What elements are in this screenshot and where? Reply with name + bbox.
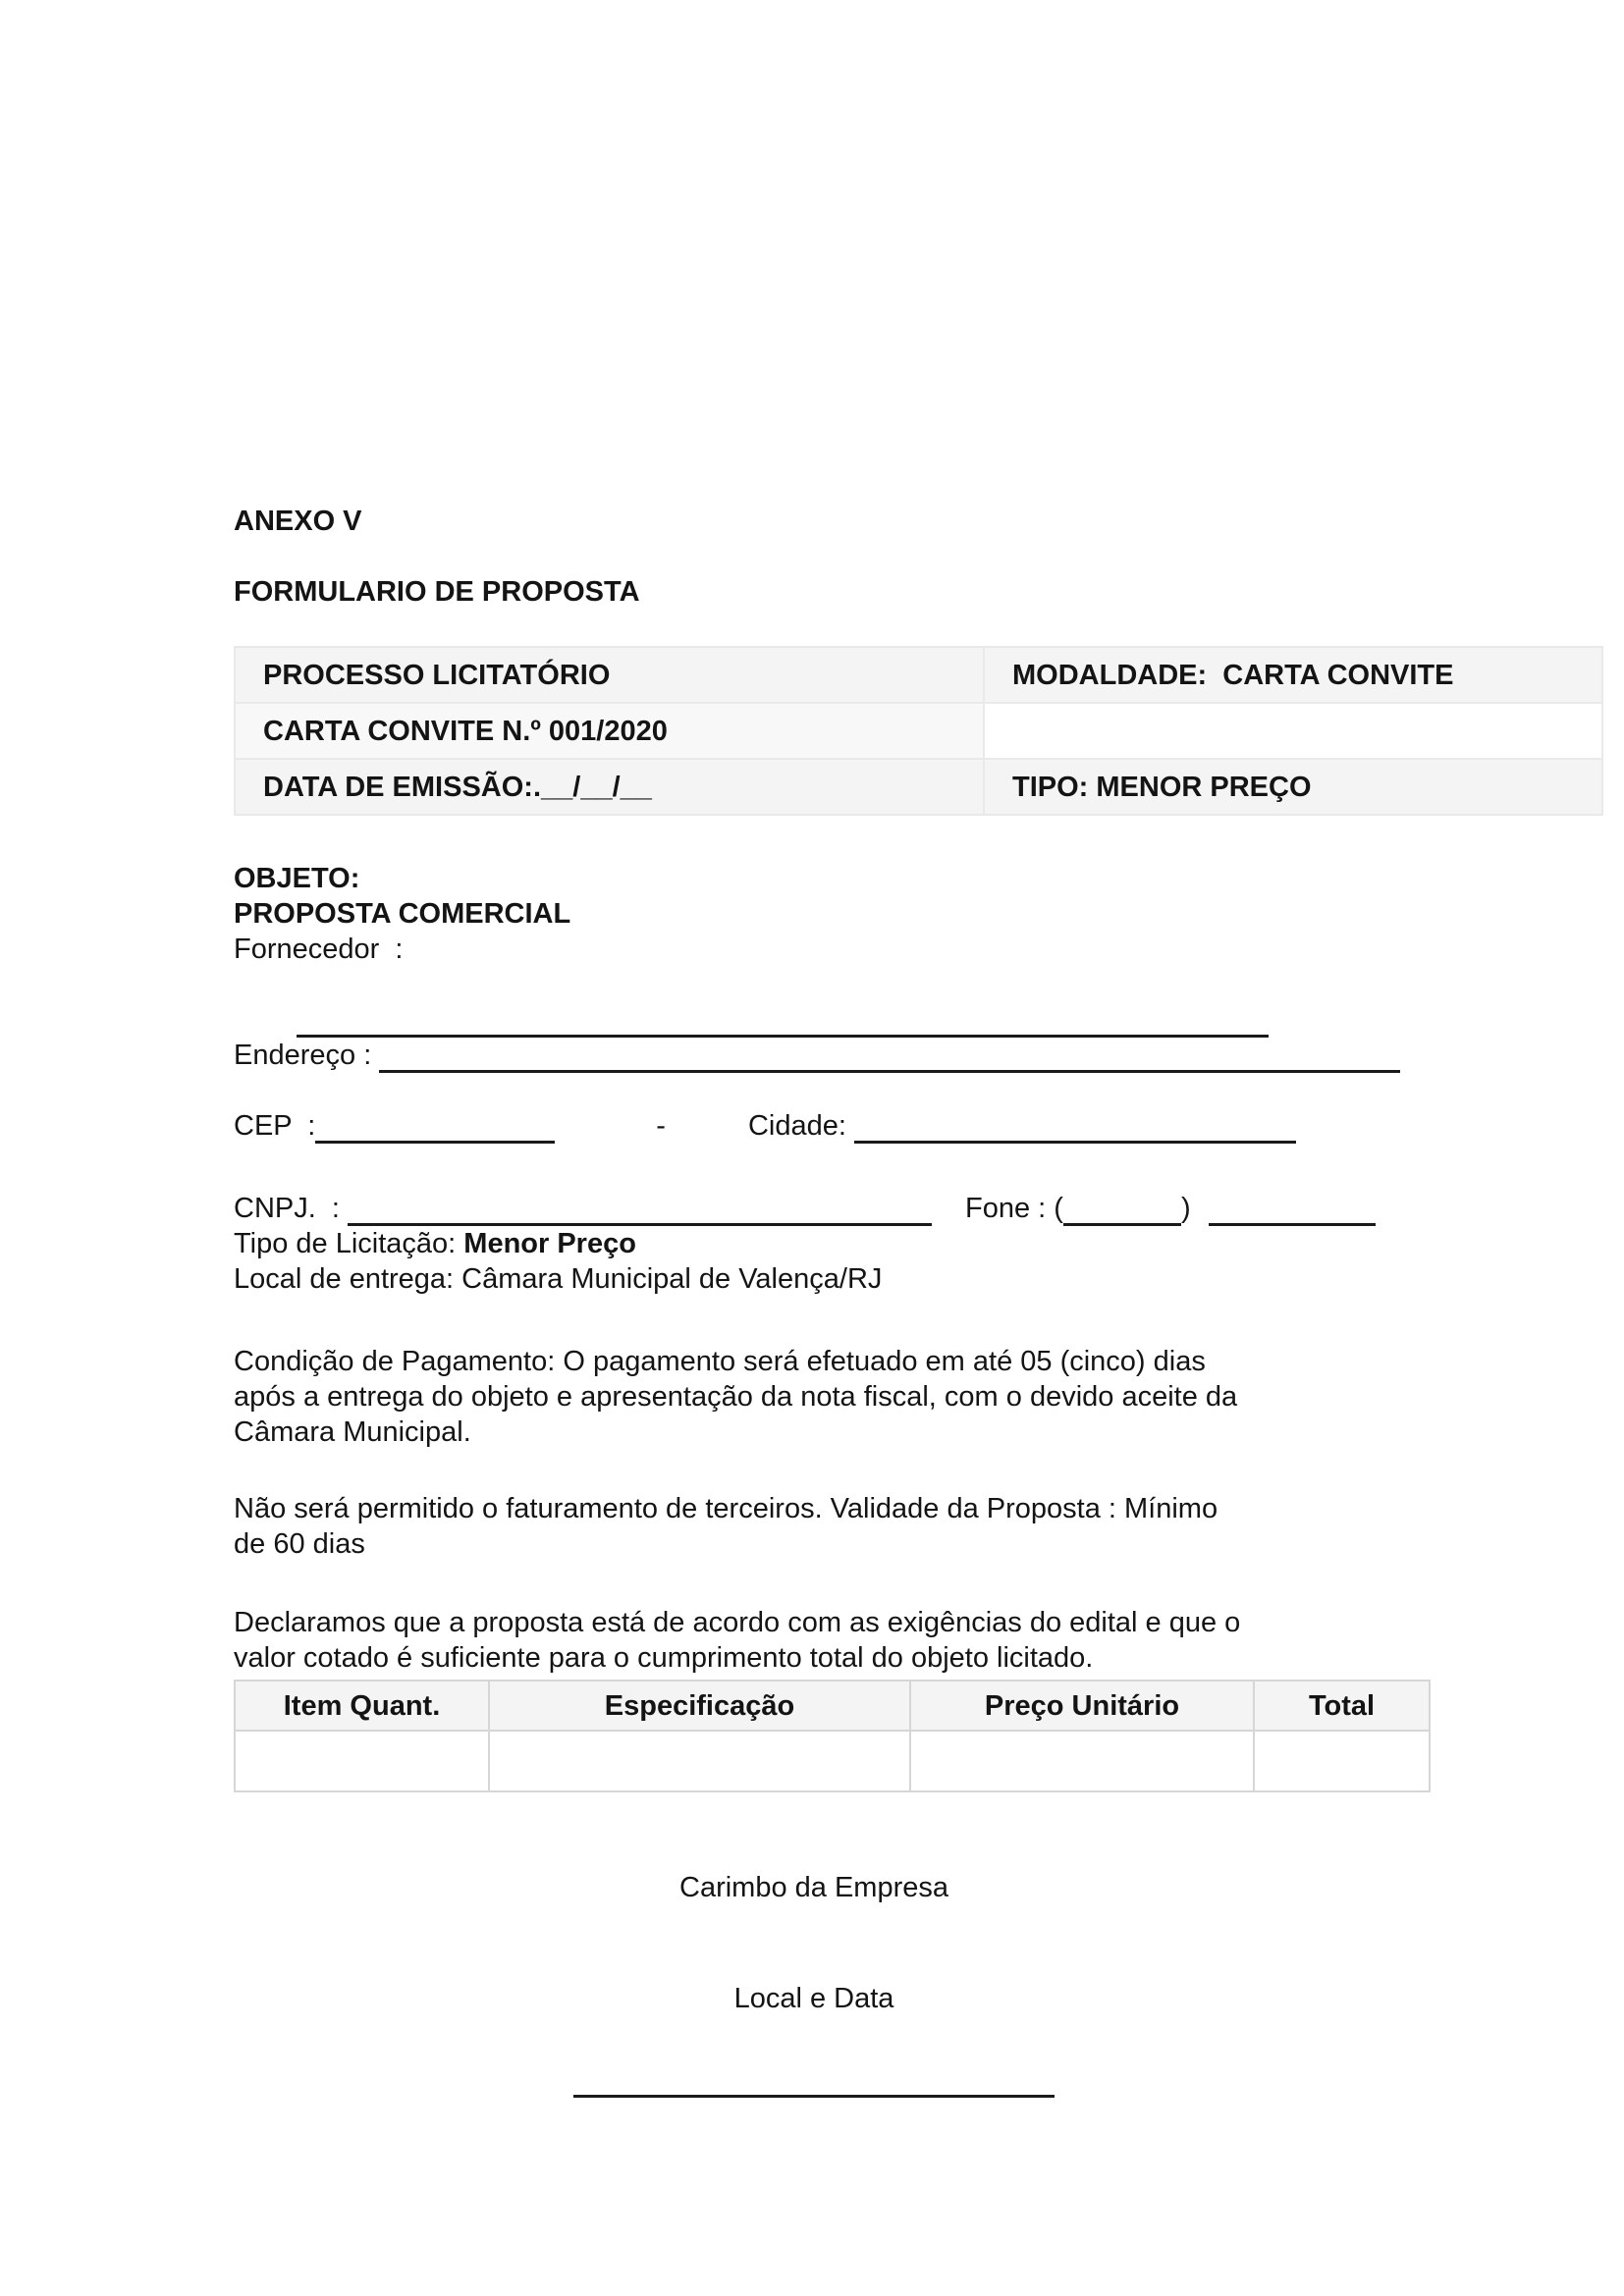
fone-close-paren: ) — [1180, 1193, 1199, 1224]
header-item-quant: Item Quant. — [235, 1681, 489, 1731]
cep-blank-line — [315, 1114, 555, 1144]
total-cell — [1254, 1731, 1430, 1791]
cep-cidade-dash: - — [656, 1110, 666, 1142]
empty-cell — [984, 703, 1602, 759]
paragraph-line: de 60 dias — [234, 1528, 365, 1560]
paragraph-line: Declaramos que a proposta está de acordo com as exigências do edital e que o — [234, 1607, 1241, 1638]
items-table-header-row — [235, 1681, 1430, 1731]
item-quant-cell — [235, 1731, 489, 1791]
fone-blank-line — [1209, 1197, 1376, 1226]
page-content — [234, 504, 1606, 2098]
declaracao-paragraph — [234, 1605, 1606, 1676]
object-section — [234, 861, 1606, 1002]
process-table-row — [235, 759, 1602, 815]
endereco-blank-line — [379, 1043, 1400, 1073]
fornecedor-label: Fornecedor : — [234, 934, 404, 965]
endereco-row — [234, 1038, 1606, 1073]
signature-line-row — [234, 2062, 1394, 2098]
modalidade-cell: MODALDADE: CARTA CONVITE — [984, 647, 1602, 703]
items-table-empty-row — [235, 1731, 1430, 1791]
carta-convite-cell: CARTA CONVITE N.º 001/2020 — [235, 703, 984, 759]
endereco-label: Endereço : — [234, 1040, 380, 1071]
paragraph-line: Condição de Pagamento: O pagamento será efetuado em até 05 (cinco) dias — [234, 1346, 1206, 1377]
header-total: Total — [1254, 1681, 1430, 1731]
local-entrega-text: Local de entrega: Câmara Municipal de Valença/RJ — [234, 1263, 883, 1295]
fone-ddd-blank-line — [1063, 1197, 1181, 1226]
cidade-label: Cidade: — [747, 1110, 854, 1142]
paragraph-line: Câmara Municipal. — [234, 1416, 471, 1448]
cep-cidade-row — [234, 1108, 1606, 1144]
data-emissao-cell: DATA DE EMISSÃO:.__/__/__ — [235, 759, 984, 815]
signature-blank-line — [573, 2068, 1055, 2098]
tipo-licitacao-label: Tipo de Licitação: — [234, 1228, 464, 1259]
tipo-cell: TIPO: MENOR PREÇO — [984, 759, 1602, 815]
cnpj-label: CNPJ. : — [234, 1193, 349, 1224]
process-info-table — [234, 646, 1603, 816]
faturamento-paragraph — [234, 1491, 1606, 1562]
process-table-row — [235, 647, 1602, 703]
anexo-title: ANEXO V — [234, 506, 362, 537]
especificacao-cell — [489, 1731, 910, 1791]
paragraph-line: Não será permitido o faturamento de terceiros. Validade da Proposta : Mínimo — [234, 1493, 1218, 1524]
header-especificacao: Especificação — [489, 1681, 910, 1731]
pagamento-paragraph — [234, 1344, 1606, 1450]
fone-label: Fone : ( — [965, 1193, 1063, 1224]
paragraph-line: valor cotado é suficiente para o cumprimento total do objeto licitado. — [234, 1642, 1094, 1674]
proposta-label: PROPOSTA COMERCIAL — [234, 898, 571, 930]
fornecedor-blank-line — [297, 1008, 1269, 1038]
cidade-blank-line — [854, 1114, 1296, 1144]
header-preco-unitario: Preço Unitário — [910, 1681, 1254, 1731]
form-title: FORMULARIO DE PROPOSTA — [234, 576, 640, 608]
cep-label: CEP : — [234, 1110, 316, 1142]
cnpj-fone-row — [234, 1191, 1606, 1226]
process-licitatorio-cell: PROCESSO LICITATÓRIO — [235, 647, 984, 703]
fornecedor-blank-line-row — [234, 967, 1606, 1002]
process-table-row — [235, 703, 1602, 759]
items-table — [234, 1680, 1431, 1792]
local-data-label: Local e Data — [733, 1983, 894, 2014]
preco-unitario-cell — [910, 1731, 1254, 1791]
objeto-label: OBJETO: — [234, 863, 360, 894]
tipo-licitacao-row — [234, 1226, 1606, 1261]
paragraph-line: após a entrega do objeto e apresentação da nota fiscal, com o devido aceite da — [234, 1381, 1238, 1413]
tipo-licitacao-value: Menor Preço — [463, 1228, 636, 1259]
carimbo-label: Carimbo da Empresa — [679, 1872, 948, 1903]
local-entrega-row — [234, 1261, 1606, 1297]
cnpj-blank-line — [348, 1197, 932, 1226]
